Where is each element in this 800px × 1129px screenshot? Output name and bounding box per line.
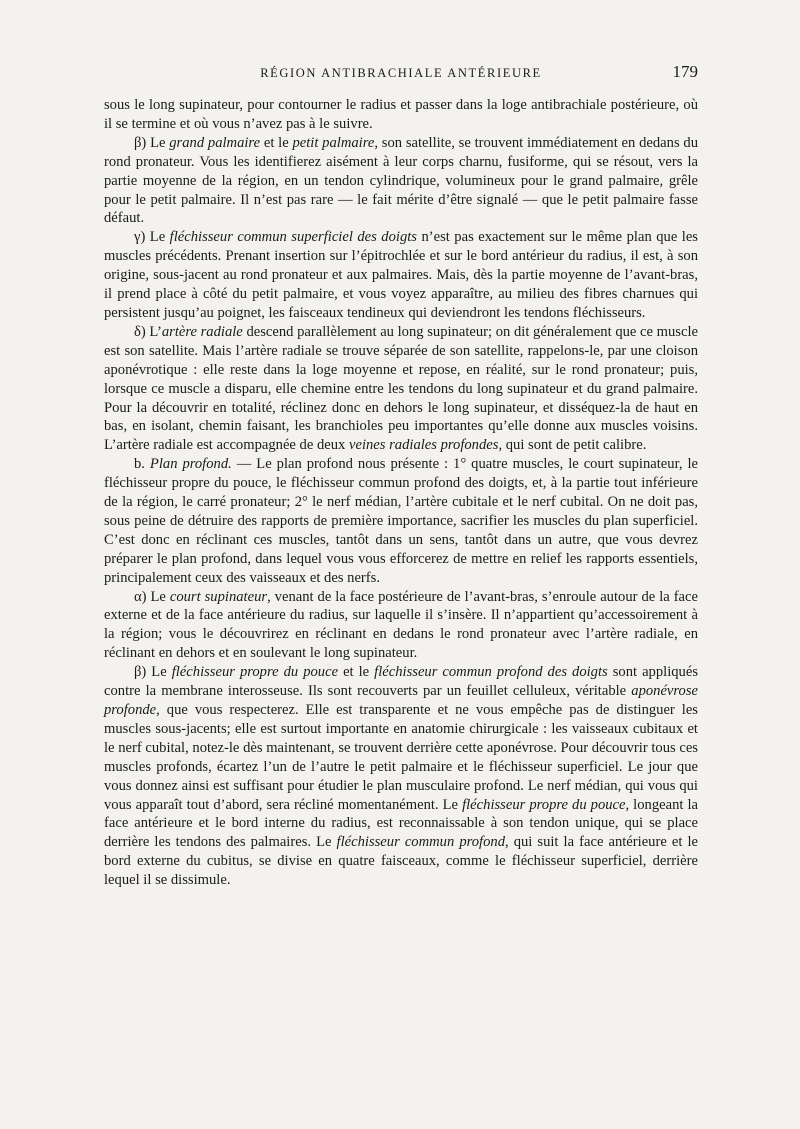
text-run: , qui sont de petit calibre. (498, 437, 647, 454)
italic-term: fléchisseur propre du pouce (462, 796, 626, 813)
italic-term: grand palmaire (169, 134, 261, 151)
text-run: sont appliqués contre la membrane interosseuse. Ils sont recouverts par un feuillet celluleux, véritable (104, 664, 699, 700)
paragraph-4 (104, 323, 698, 455)
italic-term: court supinateur (169, 588, 268, 605)
italic-term: veines radiales profondes (349, 437, 499, 454)
text-run: et le (260, 134, 293, 151)
text-run: descend parallèlement au long supinateur; on dit généralement que ce muscle est son satellite. Mais l’artère radiale se trouve séparée de son satellite, rappelons-le, par une cloison aponévrotique : elle reste dans la loge moyenne et repose, en réalité, sur le rond pronateur; puis, lorsque ce muscle a disparu, elle chemine entre les tendons du long supinateur et du grand palmaire. Pour la découvrir en totalité, réclinez donc en dehors le long supinateur, et disséquez-la de haut en bas, en isolant, chemin faisant, les branchioles peu importantes qu’elle donne aux muscles voisins. L’artère radiale est accompagnée de deux (104, 323, 699, 454)
text-run: , venant de la face postérieure de l’avant-bras, s’enroule autour de la face externe et de la face antérieure du radius, sur laquelle il s’insère. Il n’appartient qu’accessoirement à la région; vous le découvrirez en réclinant en dedans le rond pronateur avec l’artère radiale, en réclinant en dehors et en soulevant le long supinateur. (104, 588, 698, 662)
text-run: , qui suit la face antérieure et le bord externe du cubitus, se divise en quatre faisceaux, comme le fléchisseur superficiel, derrière lequel il se dissimule. (104, 834, 698, 889)
text-run: , que vous respecterez. Elle est transparente et ne vous empêche pas de distinguer les muscles sous-jacents; elle est surtout importante en anatomie chirurgicale : les vaisseaux cubitaux et le nerf cubital, notez-le dès maintenant, se trouvent derrière cette aponévrose. Pour découvrir tous ces muscles profonds, écartez l’un de l’autre le petit palmaire et le fléchisseur superficiel. Le jour que vous donnez ainsi est suffisant pour étudier le plan musculaire profond. Le nerf médian, qui vous qui vous apparaît tout d’abord, sera récliné momentanément. Le (104, 702, 698, 813)
italic-term: Plan profond. (149, 456, 232, 473)
paragraph-3 (104, 228, 698, 323)
paragraph-7 (104, 663, 698, 890)
italic-term: fléchisseur propre du pouce (171, 664, 339, 681)
italic-term: fléchisseur commun profond des doigts (374, 664, 608, 681)
text-run: n’est pas exactement sur le même plan que les muscles précédents. Prenant insertion sur l’épitrochlée et sur le bord antérieur du radius, il est, à son origine, sous-jacent au rond pronateur et aux palmaires. Mais, dès la partie moyenne de l’avant-bras, il prend place à côté du petit palmaire, et vous voyez apparaître, au milieu des fibres charnues qui persistent jusqu’au poignet, les faisceaux tendineux qui deviendront les tendons fléchisseurs. (104, 229, 698, 321)
italic-term: fléchisseur commun profond (336, 834, 505, 851)
paragraph-2 (104, 134, 698, 229)
italic-term: aponévrose profonde (104, 683, 698, 718)
italic-term: petit palmaire (292, 134, 375, 151)
text-run: — Le plan profond nous présente : 1° quatre muscles, le court supinateur, le fléchisseur propre du pouce, le fléchisseur commun profond des doigts, et, à la partie tout inférieure de la région, le carré pronateur; 2° le nerf médian, l’artère cubitale et le nerf cubital. On ne doit pas, sous peine de détruire des rapports de première importance, sacrifier les muscles du plan superficiel. C’est donc en réclinant ces muscles, tantôt dans un sens, tantôt dans un autre, que vous devrez préparer le plan profond, dans lequel vous vous efforcerez de mettre en relief les rapports essentiels, principalement ceux des vaisseaux et des nerfs. (104, 456, 698, 586)
page-header (104, 62, 698, 88)
text-run: , longeant la face antérieure et le bord interne du radius, est reconnaissable à son tendon unique, qui se place derrière les tendons des palmaires. Le (104, 796, 699, 851)
text-run: δ) L’ (134, 323, 162, 340)
body-text (104, 96, 698, 890)
text-run: α) Le (134, 588, 170, 605)
text-run: γ) Le (134, 229, 170, 246)
italic-term: artère radiale (161, 323, 243, 340)
text-run: b. (134, 456, 150, 473)
text-run: , son satellite, se trouvent immédiatement en dedans du rond pronateur. Vous les identifierez aisément à leur corps charnu, fusiforme, qui se résout, vers la partie moyenne de la région, en un tendon cylindrique, volumineux pour le grand palmaire, grêle pour le petit palmaire. Il n’est pas rare — le fait mérite d’être signalé — que le petit palmaire fasse défaut. (104, 134, 698, 227)
paragraph-1 (104, 96, 698, 134)
text-run: sous le long supinateur, pour contourner le radius et passer dans la loge antibrachiale postérieure, où il se termine et où vous n’avez pas à le suivre. (104, 97, 698, 132)
paragraph-5 (104, 455, 698, 587)
page-number: 179 (672, 62, 698, 81)
text-run: et le (338, 664, 375, 681)
paragraph-6 (104, 588, 698, 664)
text-run: β) Le (134, 664, 172, 681)
text-run: β) Le (134, 134, 170, 151)
italic-term: fléchisseur commun superficiel des doigts (169, 229, 417, 246)
running-title: RÉGION ANTIBRACHIALE ANTÉRIEURE (260, 66, 542, 80)
